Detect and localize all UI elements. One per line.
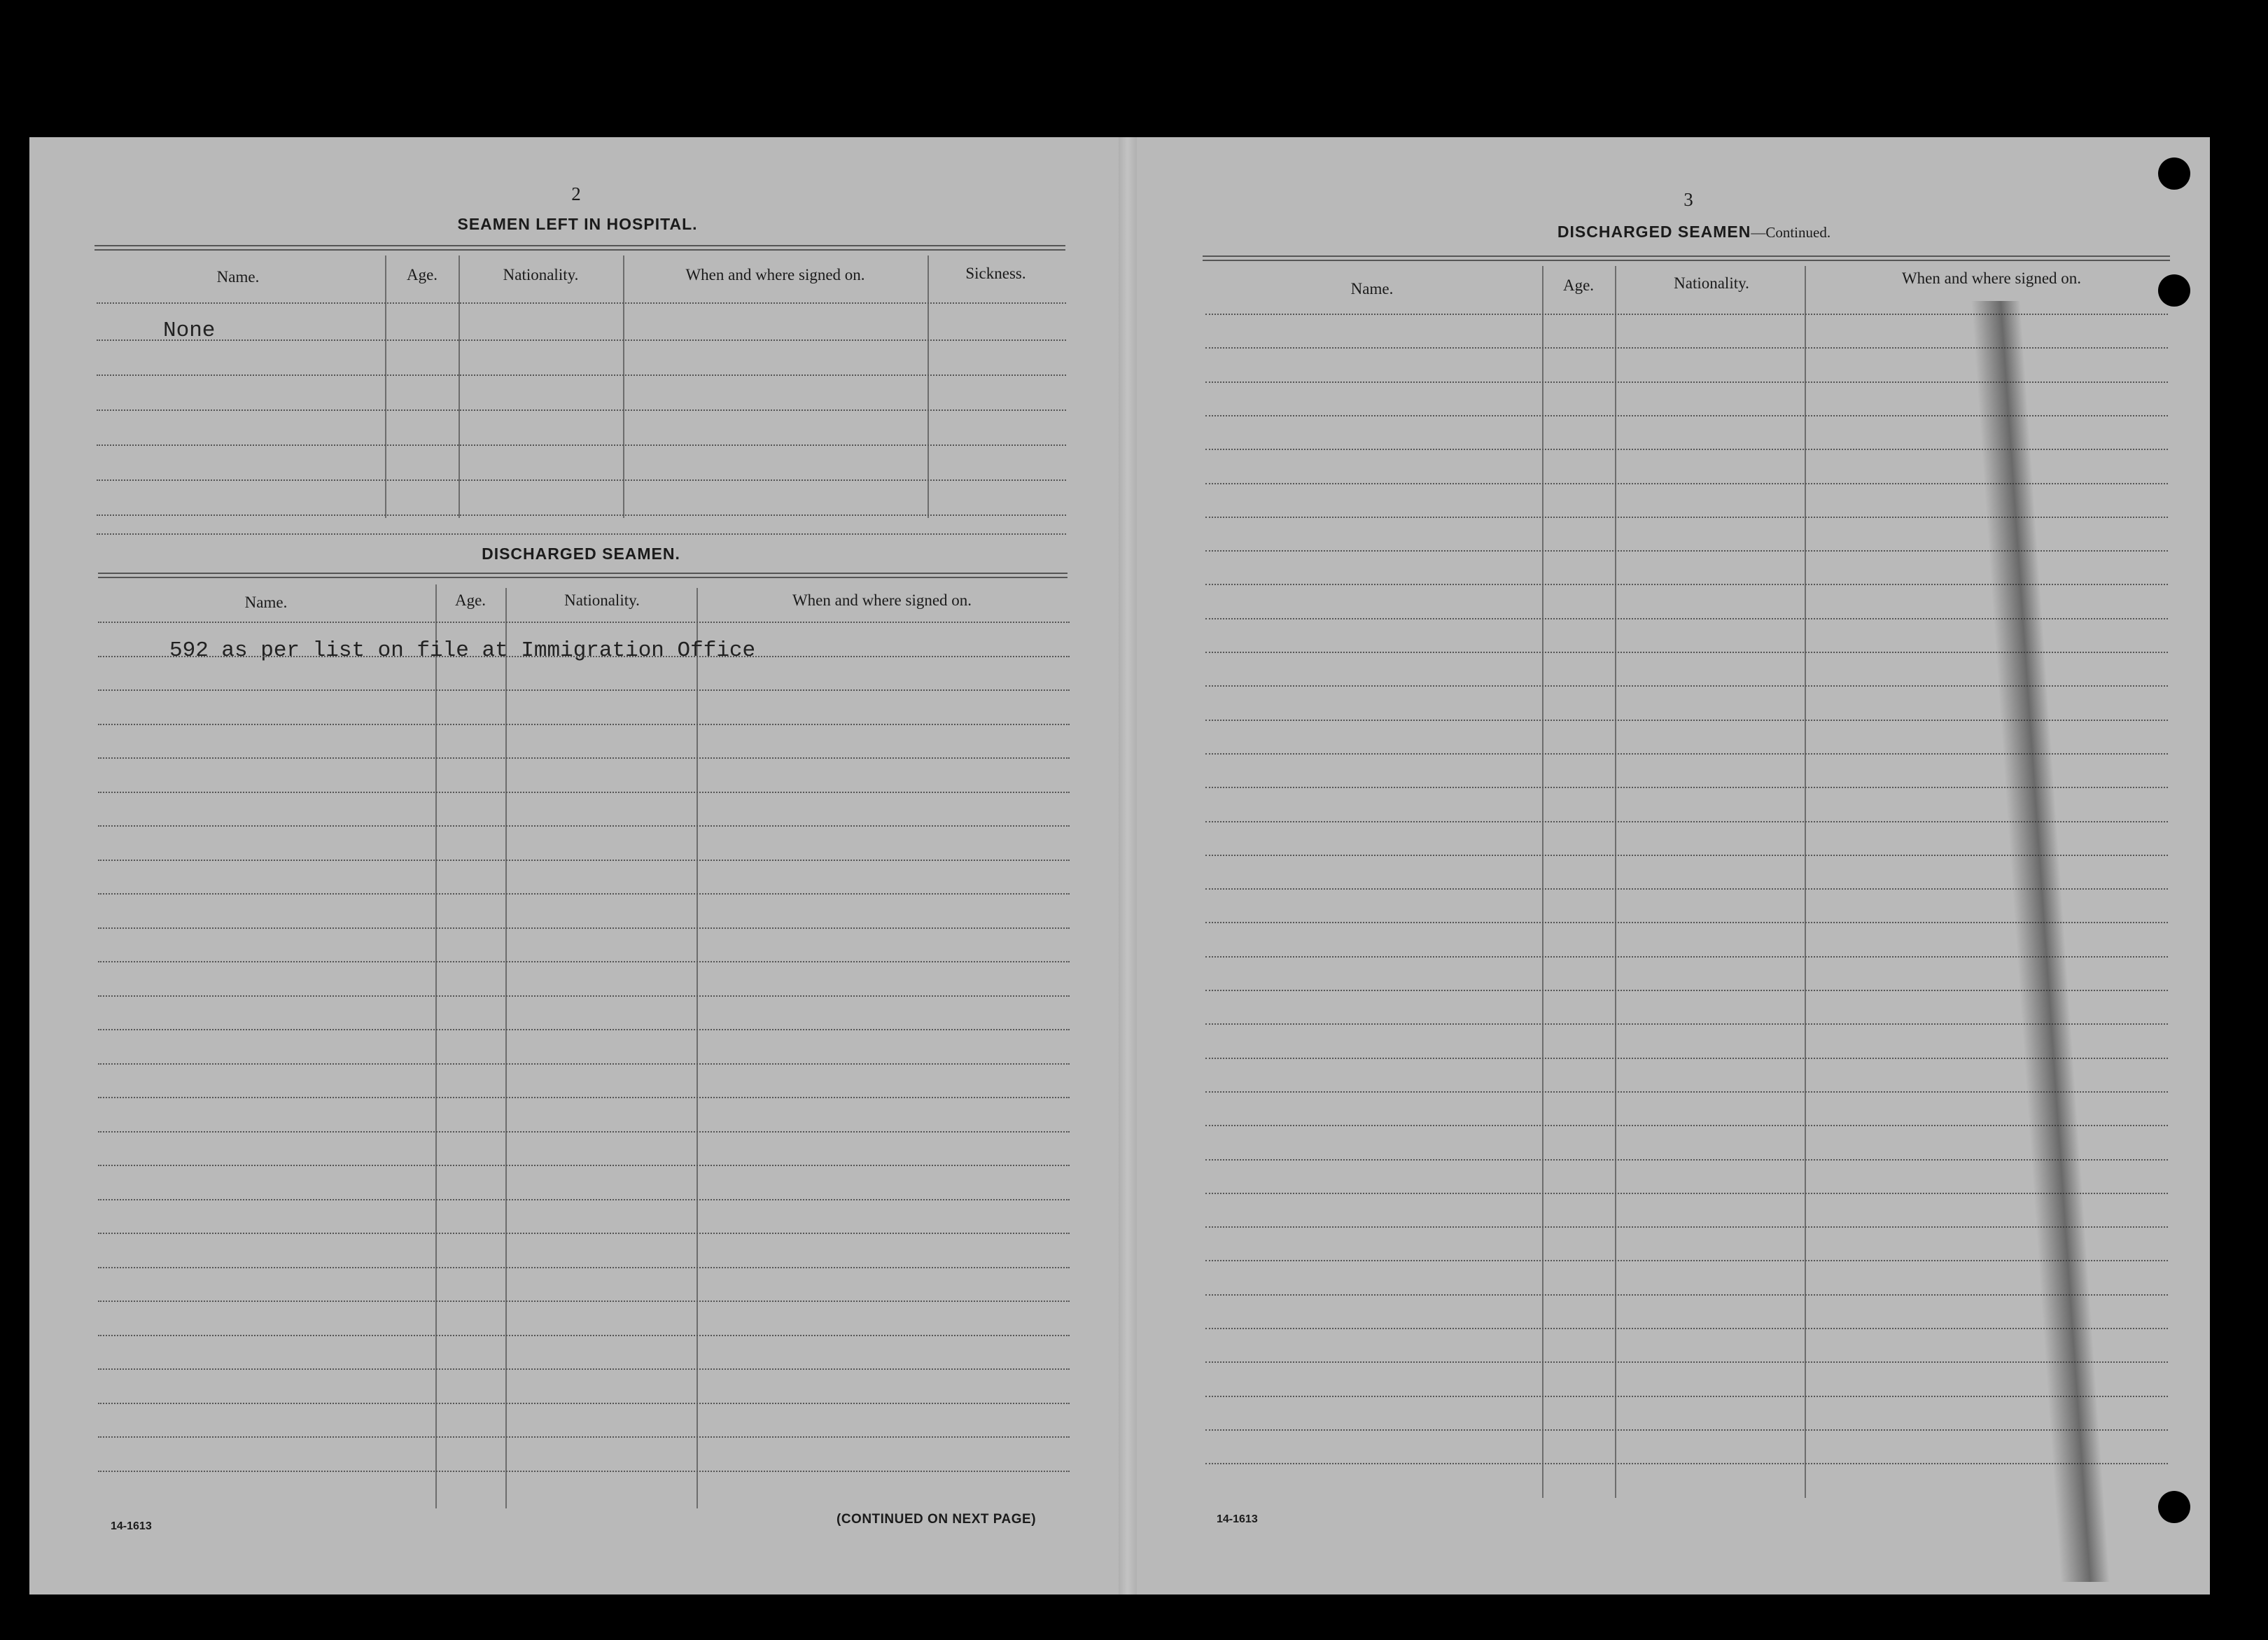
discharged-row-line	[98, 961, 1070, 962]
right-title-suffix: —Continued.	[1751, 224, 1831, 241]
right-row-line	[1205, 1396, 2168, 1397]
hospital-vline	[623, 255, 624, 518]
discharged-row-line	[98, 1436, 1070, 1438]
discharged-row-line	[98, 656, 1070, 657]
discharged-row-line	[98, 1097, 1070, 1098]
discharged-section-title: DISCHARGED SEAMEN.	[482, 545, 680, 563]
hospital-header-rule	[94, 245, 1065, 251]
right-row-line	[1205, 1159, 2168, 1161]
hospital-col-sickness: Sickness.	[965, 265, 1026, 282]
discharged-vline	[696, 588, 698, 1508]
discharged-row-line	[98, 860, 1070, 861]
discharged-vline	[505, 588, 507, 1508]
discharged-col-nationality: Nationality.	[564, 591, 640, 609]
hospital-col-nationality: Nationality.	[503, 266, 579, 283]
hospital-col-name: Name.	[216, 268, 260, 286]
page-number-right: 3	[1684, 189, 1693, 210]
hospital-row-line	[97, 533, 1066, 535]
discharged-row-line	[98, 1403, 1070, 1404]
hospital-vline	[927, 255, 929, 518]
discharged-row-line	[98, 1063, 1070, 1065]
discharged-row-line	[98, 1368, 1070, 1370]
discharged-row-line	[98, 724, 1070, 725]
hospital-row-line	[97, 302, 1066, 304]
hospital-row-line	[97, 374, 1066, 376]
discharged-row-line	[98, 1165, 1070, 1166]
hospital-vline	[458, 255, 460, 518]
discharged-row-line	[98, 995, 1070, 997]
right-row-line	[1205, 1294, 2168, 1296]
discharged-row-line	[98, 1267, 1070, 1268]
form-number-right: 14-1613	[1217, 1513, 1258, 1525]
hospital-section-title: SEAMEN LEFT IN HOSPITAL.	[457, 215, 698, 233]
hospital-row-line	[97, 339, 1066, 341]
discharged-row-line	[98, 1131, 1070, 1133]
discharged-col-age: Age.	[454, 591, 486, 609]
punch-hole	[2158, 274, 2190, 307]
right-row-line	[1205, 1429, 2168, 1431]
right-row-line	[1205, 1193, 2168, 1194]
hospital-row-line	[97, 409, 1066, 411]
hospital-vline	[385, 255, 386, 518]
right-vline	[1805, 266, 1806, 1498]
right-row-line	[1205, 314, 2168, 315]
hospital-entry: None	[163, 318, 216, 343]
right-col-name: Name.	[1350, 280, 1394, 297]
right-row-line	[1205, 1260, 2168, 1261]
right-vline	[1542, 266, 1544, 1498]
discharged-row-line	[98, 825, 1070, 827]
discharged-header-rule	[98, 573, 1068, 578]
hospital-row-line	[97, 444, 1066, 446]
discharged-row-line	[98, 927, 1070, 929]
discharged-row-line	[98, 757, 1070, 759]
punch-hole	[2158, 157, 2190, 190]
hospital-col-signed-on: When and where signed on.	[685, 266, 865, 283]
hospital-row-line	[97, 479, 1066, 481]
right-section-title	[1526, 223, 1862, 241]
punch-hole	[2158, 1491, 2190, 1523]
page-number-left: 2	[571, 183, 581, 204]
right-row-line	[1205, 1125, 2168, 1126]
discharged-row-line	[98, 622, 1070, 623]
discharged-row-line	[98, 689, 1070, 691]
hospital-col-age: Age.	[406, 266, 438, 283]
discharged-row-line	[98, 1301, 1070, 1302]
discharged-row-line	[98, 1029, 1070, 1030]
right-col-age: Age.	[1562, 276, 1595, 294]
discharged-row-line	[98, 1233, 1070, 1234]
form-number-left: 14-1613	[111, 1520, 152, 1532]
discharged-row-line	[98, 1471, 1070, 1472]
discharged-col-signed-on: When and where signed on.	[792, 591, 972, 609]
discharged-entry: 592 as per list on file at Immigration Office	[169, 638, 756, 663]
discharged-row-line	[98, 1335, 1070, 1336]
discharged-row-line	[98, 893, 1070, 895]
right-row-line	[1205, 1463, 2168, 1464]
hospital-row-line	[97, 514, 1066, 516]
discharged-col-name: Name.	[244, 594, 288, 611]
right-col-nationality: Nationality.	[1674, 274, 1749, 292]
right-col-signed-on: When and where signed on.	[1901, 269, 2082, 287]
discharged-row-line	[98, 792, 1070, 793]
discharged-row-line	[98, 1199, 1070, 1200]
right-row-line	[1205, 1226, 2168, 1228]
right-vline	[1615, 266, 1616, 1498]
right-row-line	[1205, 1328, 2168, 1329]
right-header-rule	[1203, 255, 2170, 261]
continued-note: (CONTINUED ON NEXT PAGE)	[836, 1512, 1037, 1527]
right-title-main: DISCHARGED SEAMEN	[1557, 223, 1751, 241]
center-fold	[1119, 137, 1137, 1595]
right-row-line	[1205, 1091, 2168, 1093]
right-row-line	[1205, 1361, 2168, 1363]
